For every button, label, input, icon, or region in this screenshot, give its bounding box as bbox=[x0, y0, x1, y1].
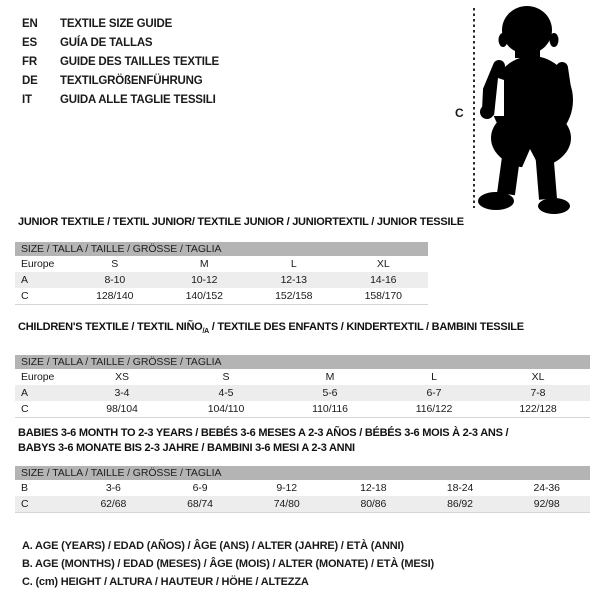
section-title-text: / TEXTILE DES ENFANTS / KINDERTEXTIL / BAMBINI TESSILE bbox=[208, 321, 524, 333]
table-cell: 4-5 bbox=[218, 387, 234, 400]
table-cell: S bbox=[111, 258, 119, 270]
table-cell: 14-16 bbox=[370, 274, 397, 286]
language-code: EN bbox=[22, 17, 38, 30]
table-cell: M bbox=[199, 258, 209, 270]
size-table-header: SIZE / TALLA / TAILLE / GRÖSSE / TAGLIA bbox=[15, 242, 428, 256]
size-table-rows bbox=[15, 480, 590, 512]
table-cell: 122/128 bbox=[519, 403, 557, 416]
table-cell: 6-7 bbox=[426, 387, 442, 400]
table-cell: 3-4 bbox=[114, 387, 130, 400]
language-title: GUIDA ALLE TAGLIE TESSILI bbox=[60, 93, 216, 106]
note-height-cm: C. (cm) HEIGHT / ALTURA / HAUTEUR / HÖHE / ALTEZZA bbox=[22, 576, 309, 588]
language-code: DE bbox=[22, 74, 38, 87]
language-row-de bbox=[22, 71, 219, 90]
language-title: TEXTILGRÖßENFÜHRUNG bbox=[60, 74, 203, 87]
section-title-text: BABIES 3-6 MONTH TO 2-3 YEARS / BEBÉS 3-6 MESES A 2-3 AÑOS / BÉBÉS 3-6 MOIS À 2-3 ANS / bbox=[18, 427, 509, 439]
section-title bbox=[18, 320, 590, 339]
table-row bbox=[15, 496, 590, 512]
section-title-text: JUNIOR TEXTILE / TEXTIL JUNIOR/ TEXTILE JUNIOR / JUNIORTEXTIL / JUNIOR TESSILE bbox=[18, 216, 464, 228]
language-row-it bbox=[22, 90, 219, 109]
language-row-es bbox=[22, 33, 219, 52]
language-title: GUIDE DES TAILLES TEXTILE bbox=[60, 55, 219, 68]
table-row bbox=[15, 272, 428, 288]
table-cell: XL bbox=[531, 371, 545, 384]
table-cell: 12-13 bbox=[280, 274, 307, 286]
table-cell: XS bbox=[115, 371, 129, 384]
table-row bbox=[15, 256, 428, 272]
table-cell: 3-6 bbox=[105, 482, 121, 494]
table-cell: 128/140 bbox=[96, 290, 134, 302]
language-row-en bbox=[22, 14, 219, 33]
table-cell: 74/80 bbox=[273, 498, 300, 510]
table-cell: 7-8 bbox=[530, 387, 546, 400]
table-cell: 68/74 bbox=[187, 498, 213, 510]
table-cell: 98/104 bbox=[106, 403, 138, 416]
row-label: Europe bbox=[21, 258, 55, 270]
table-cell: 140/152 bbox=[185, 290, 223, 302]
note-age-years: A. AGE (YEARS) / EDAD (AÑOS) / ÂGE (ANS) / ALTER (JAHRE) / ETÀ (ANNI) bbox=[22, 540, 404, 552]
language-code: IT bbox=[22, 93, 32, 106]
height-measure-label: C bbox=[455, 106, 464, 120]
table-cell: 18-24 bbox=[446, 482, 474, 494]
row-label: C bbox=[21, 498, 29, 510]
table-cell: L bbox=[431, 371, 437, 384]
section-babies-textile bbox=[15, 426, 590, 513]
table-cell: 92/98 bbox=[533, 498, 560, 510]
size-table-rows bbox=[15, 256, 428, 304]
row-label: C bbox=[21, 403, 29, 416]
row-label: A bbox=[21, 274, 28, 286]
table-cell: 158/170 bbox=[364, 290, 402, 302]
table-cell: 116/122 bbox=[415, 403, 453, 416]
language-title: GUÍA DE TALLAS bbox=[60, 36, 153, 49]
section-title-text: BABYS 3-6 MONATE BIS 2-3 JAHRE / BAMBINI 3-6 MESI A 2-3 ANNI bbox=[18, 442, 355, 454]
table-cell: 12-18 bbox=[360, 482, 387, 494]
language-code: FR bbox=[22, 55, 37, 68]
section-title bbox=[18, 215, 464, 230]
table-cell: 86/92 bbox=[447, 498, 473, 510]
language-list bbox=[22, 14, 219, 109]
table-cell: 10-12 bbox=[191, 274, 218, 286]
row-label: A bbox=[21, 387, 28, 400]
section-junior-textile bbox=[15, 215, 464, 305]
table-cell: 8-10 bbox=[104, 274, 126, 286]
table-row bbox=[15, 401, 590, 417]
table-cell: 5-6 bbox=[322, 387, 338, 400]
table-cell: L bbox=[290, 258, 297, 270]
language-code: ES bbox=[22, 36, 37, 49]
table-cell: 104/110 bbox=[207, 403, 245, 416]
table-row bbox=[15, 288, 428, 304]
legend-notes bbox=[22, 537, 434, 591]
toddler-silhouette-icon bbox=[470, 0, 600, 215]
table-cell: 110/116 bbox=[312, 403, 348, 416]
table-row bbox=[15, 385, 590, 401]
section-title-text: CHILDREN'S TEXTILE / TEXTIL NIÑO bbox=[18, 321, 203, 333]
babies-size-table bbox=[15, 466, 590, 513]
table-cell: M bbox=[325, 371, 335, 384]
language-title: TEXTILE SIZE GUIDE bbox=[60, 17, 173, 30]
section-title-line bbox=[18, 215, 464, 230]
table-cell: 9-12 bbox=[276, 482, 297, 494]
size-table-rows bbox=[15, 369, 590, 417]
table-row bbox=[15, 369, 590, 385]
section-children-textile bbox=[15, 320, 590, 418]
table-row bbox=[15, 480, 590, 496]
junior-size-table bbox=[15, 242, 428, 305]
section-title-subscript: /A bbox=[202, 328, 209, 336]
children-size-table bbox=[15, 355, 590, 418]
table-cell: 6-9 bbox=[192, 482, 208, 494]
table-cell: XL bbox=[376, 258, 390, 270]
section-title-line bbox=[18, 320, 590, 339]
row-label: Europe bbox=[21, 371, 55, 384]
section-title bbox=[18, 426, 590, 456]
table-cell: 80/86 bbox=[360, 498, 387, 510]
size-table-header: SIZE / TALLA / TAILLE / GRÖSSE / TAGLIA bbox=[15, 466, 590, 480]
note-age-months: B. AGE (MONTHS) / EDAD (MESES) / ÂGE (MOIS) / ALTER (MONATE) / ETÀ (MESI) bbox=[22, 558, 434, 570]
language-row-fr bbox=[22, 52, 219, 71]
table-cell: S bbox=[222, 371, 230, 384]
table-cell: 24-36 bbox=[533, 482, 560, 494]
table-cell: 62/68 bbox=[100, 498, 127, 510]
table-cell: 152/158 bbox=[275, 290, 313, 302]
size-table-header: SIZE / TALLA / TAILLE / GRÖSSE / TAGLIA bbox=[15, 355, 590, 369]
section-title-line bbox=[18, 426, 590, 441]
row-label: B bbox=[21, 482, 28, 494]
section-title-line bbox=[18, 441, 590, 456]
row-label: C bbox=[21, 290, 29, 302]
